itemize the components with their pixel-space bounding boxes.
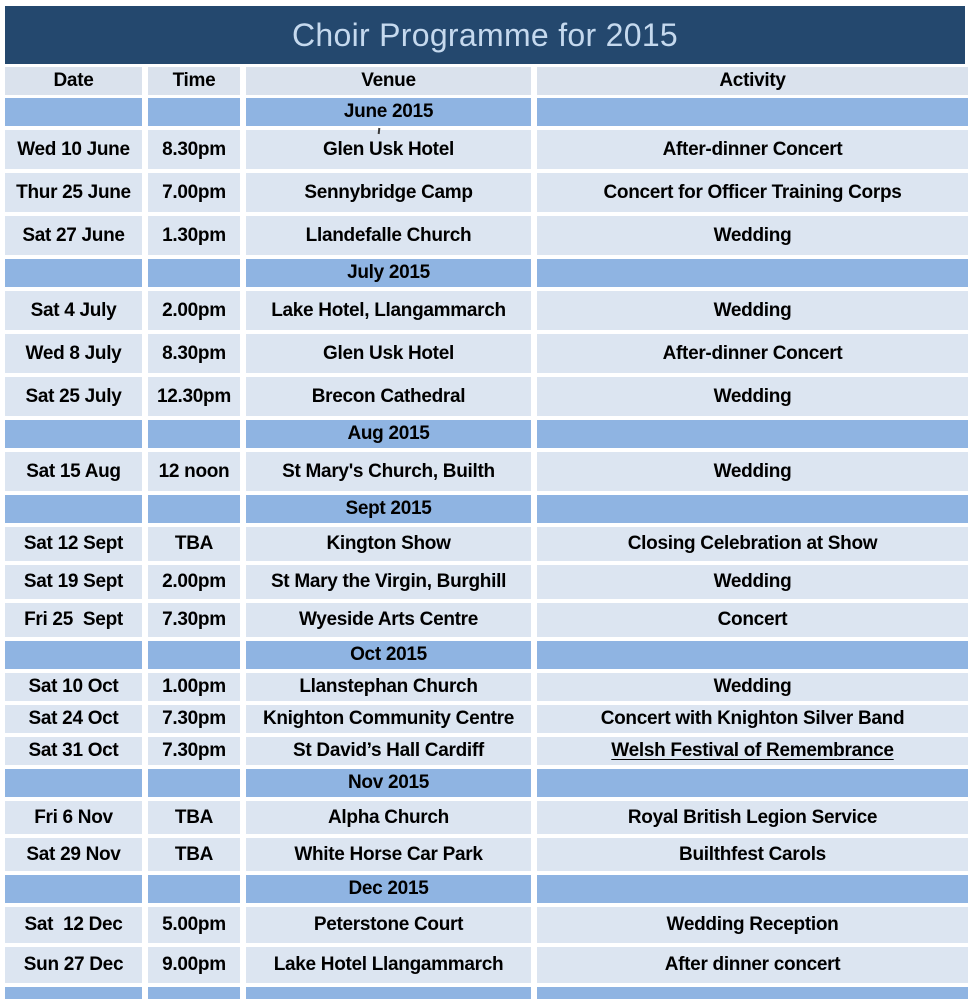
event-activity-text: After dinner concert bbox=[664, 954, 841, 975]
event-row bbox=[5, 452, 968, 491]
event-time-cell bbox=[148, 705, 240, 733]
event-date-cell bbox=[5, 173, 142, 212]
month-filler-cell bbox=[537, 495, 968, 523]
month-header-row bbox=[5, 641, 968, 669]
event-activity-cell bbox=[537, 452, 968, 491]
event-venue-text: Brecon Cathedral bbox=[311, 385, 466, 407]
month-filler-cell bbox=[5, 641, 142, 669]
event-activity-cell bbox=[537, 334, 968, 373]
event-venue-cell bbox=[246, 291, 531, 330]
event-row bbox=[5, 334, 968, 373]
month-header-row bbox=[5, 259, 968, 287]
event-row bbox=[5, 377, 968, 416]
event-row bbox=[5, 838, 968, 871]
event-venue-text: St Mary the Virgin, Burghill bbox=[270, 571, 507, 592]
event-date-cell bbox=[5, 527, 142, 561]
event-date-text: Wed 10 June bbox=[17, 138, 130, 160]
event-activity-cell bbox=[537, 377, 968, 416]
event-date-text: Sat 12 Sept bbox=[23, 533, 124, 554]
month-filler-cell bbox=[5, 420, 142, 448]
event-time-text: 12 noon bbox=[158, 460, 230, 482]
event-time-cell bbox=[148, 377, 240, 416]
event-date-cell bbox=[5, 377, 142, 416]
event-row bbox=[5, 291, 968, 330]
event-date-cell bbox=[5, 565, 142, 599]
event-date-text: Sat 10 Oct bbox=[28, 676, 119, 697]
partial-month-row bbox=[5, 987, 968, 999]
event-activity-cell bbox=[537, 291, 968, 330]
event-time-text: 8.30pm bbox=[162, 342, 226, 364]
month-header-row bbox=[5, 420, 968, 448]
event-activity-text: Concert bbox=[717, 609, 788, 630]
event-date-text: Sat 25 July bbox=[25, 385, 122, 407]
event-time-cell bbox=[148, 452, 240, 491]
month-label: July 2015 bbox=[246, 259, 531, 287]
month-header-row bbox=[5, 769, 968, 797]
event-date-cell bbox=[5, 130, 142, 169]
event-date-cell bbox=[5, 334, 142, 373]
page-title-bar bbox=[5, 6, 965, 64]
event-activity-text: Wedding bbox=[713, 224, 792, 246]
event-row bbox=[5, 130, 968, 169]
event-time-text: 2.00pm bbox=[162, 571, 226, 592]
month-filler-cell bbox=[148, 769, 240, 797]
month-filler-cell bbox=[5, 769, 142, 797]
month-label: Dec 2015 bbox=[246, 875, 531, 903]
event-date-text: Wed 8 July bbox=[25, 342, 122, 364]
event-time-text: TBA bbox=[174, 533, 214, 554]
event-time-text: TBA bbox=[174, 843, 214, 865]
event-date-cell bbox=[5, 291, 142, 330]
page-title: Choir Programme for 2015 bbox=[291, 16, 679, 53]
table-body bbox=[5, 98, 968, 983]
month-header-row bbox=[5, 875, 968, 903]
event-time-cell bbox=[148, 130, 240, 169]
event-time-text: 1.00pm bbox=[162, 676, 226, 697]
event-activity-cell bbox=[537, 947, 968, 983]
month-filler-cell bbox=[537, 875, 968, 903]
event-venue-text: Llanstephan Church bbox=[299, 676, 478, 697]
event-time-text: 12.30pm bbox=[157, 385, 231, 407]
event-venue-cell bbox=[246, 673, 531, 701]
event-date-cell bbox=[5, 603, 142, 637]
month-filler-cell bbox=[148, 259, 240, 287]
column-header-activity: Activity bbox=[537, 67, 968, 95]
event-activity-text: Wedding bbox=[713, 571, 792, 592]
month-filler-cell bbox=[5, 495, 142, 523]
event-time-text: 2.00pm bbox=[162, 299, 226, 321]
event-venue-cell bbox=[246, 565, 531, 599]
column-header-date: Date bbox=[5, 67, 142, 95]
event-time-cell bbox=[148, 947, 240, 983]
event-activity-text: Welsh Festival of Remembrance bbox=[611, 740, 894, 761]
event-time-cell bbox=[148, 565, 240, 599]
event-venue-cell bbox=[246, 737, 531, 765]
event-time-cell bbox=[148, 334, 240, 373]
event-date-text: Sat 15 Aug bbox=[26, 460, 121, 482]
event-activity-cell bbox=[537, 737, 968, 765]
event-time-cell bbox=[148, 291, 240, 330]
event-activity-text: Wedding Reception bbox=[666, 914, 839, 935]
event-activity-text: Wedding bbox=[713, 385, 792, 407]
event-date-text: Thur 25 June bbox=[16, 181, 131, 203]
event-date-cell bbox=[5, 838, 142, 871]
event-venue-text: Lake Hotel Llangammarch bbox=[273, 954, 504, 975]
event-date-cell bbox=[5, 947, 142, 983]
event-activity-cell bbox=[537, 801, 968, 834]
month-filler-cell bbox=[537, 259, 968, 287]
event-time-cell bbox=[148, 527, 240, 561]
event-date-text: Sat 12 Dec bbox=[24, 914, 123, 935]
event-date-text: Sat 24 Oct bbox=[28, 708, 119, 729]
month-label: June 2015 bbox=[246, 98, 531, 126]
event-activity-text: Royal British Legion Service bbox=[627, 806, 878, 828]
event-venue-cell bbox=[246, 452, 531, 491]
month-filler-cell bbox=[537, 420, 968, 448]
event-venue-cell bbox=[246, 838, 531, 871]
event-venue-text: Peterstone Court bbox=[313, 914, 464, 935]
partial-cell bbox=[5, 987, 142, 999]
event-venue-text: Glen Usk Hotel bbox=[323, 138, 454, 160]
event-activity-cell bbox=[537, 130, 968, 169]
event-time-cell bbox=[148, 673, 240, 701]
event-date-text: Sat 29 Nov bbox=[26, 843, 121, 865]
event-venue-cell bbox=[246, 907, 531, 943]
month-filler-cell bbox=[5, 259, 142, 287]
event-activity-cell bbox=[537, 838, 968, 871]
event-venue-cell bbox=[246, 527, 531, 561]
event-activity-text: Builthfest Carols bbox=[679, 843, 826, 865]
event-date-text: Sat 31 Oct bbox=[28, 740, 119, 761]
month-header-row bbox=[5, 98, 968, 126]
event-row bbox=[5, 907, 968, 943]
month-filler-cell bbox=[148, 420, 240, 448]
event-time-cell bbox=[148, 801, 240, 834]
event-row bbox=[5, 705, 968, 733]
month-label: Nov 2015 bbox=[246, 769, 531, 797]
column-header-venue: Venue bbox=[246, 67, 531, 95]
month-filler-cell bbox=[5, 98, 142, 126]
event-venue-cell bbox=[246, 801, 531, 834]
event-date-cell bbox=[5, 801, 142, 834]
month-filler-cell bbox=[148, 875, 240, 903]
event-activity-text: Concert with Knighton Silver Band bbox=[600, 708, 905, 729]
column-header-row bbox=[5, 67, 968, 95]
event-time-text: 7.00pm bbox=[162, 181, 226, 203]
event-time-text: 1.30pm bbox=[162, 224, 226, 246]
event-activity-cell bbox=[537, 527, 968, 561]
event-activity-text: After-dinner Concert bbox=[662, 138, 843, 160]
event-date-cell bbox=[5, 737, 142, 765]
event-activity-cell bbox=[537, 565, 968, 599]
event-activity-cell bbox=[537, 603, 968, 637]
event-venue-cell bbox=[246, 130, 531, 169]
event-venue-cell bbox=[246, 603, 531, 637]
partial-cell bbox=[148, 987, 240, 999]
event-venue-text: Wyeside Arts Centre bbox=[298, 609, 479, 630]
month-filler-cell bbox=[537, 98, 968, 126]
event-activity-text: Closing Celebration at Show bbox=[627, 533, 878, 554]
event-row bbox=[5, 737, 968, 765]
event-activity-text: Wedding bbox=[713, 460, 792, 482]
event-activity-cell bbox=[537, 907, 968, 943]
month-filler-cell bbox=[148, 98, 240, 126]
event-time-cell bbox=[148, 907, 240, 943]
event-venue-text: St Mary's Church, Builth bbox=[282, 460, 495, 482]
month-filler-cell bbox=[148, 641, 240, 669]
event-venue-cell bbox=[246, 173, 531, 212]
month-filler-cell bbox=[148, 495, 240, 523]
event-time-text: 9.00pm bbox=[162, 954, 226, 975]
event-date-cell bbox=[5, 705, 142, 733]
month-filler-cell bbox=[537, 769, 968, 797]
event-venue-text: Glen Usk Hotel bbox=[323, 342, 454, 364]
event-activity-cell bbox=[537, 673, 968, 701]
event-venue-cell bbox=[246, 377, 531, 416]
event-time-cell bbox=[148, 216, 240, 255]
month-header-row bbox=[5, 495, 968, 523]
column-header-time: Time bbox=[148, 67, 240, 95]
event-date-cell bbox=[5, 452, 142, 491]
month-label: Aug 2015 bbox=[246, 420, 531, 448]
event-time-cell bbox=[148, 838, 240, 871]
event-activity-cell bbox=[537, 216, 968, 255]
partial-cell bbox=[537, 987, 968, 999]
partial-cell bbox=[246, 987, 531, 999]
event-venue-cell bbox=[246, 334, 531, 373]
event-venue-text: Llandefalle Church bbox=[305, 224, 472, 246]
event-time-text: TBA bbox=[174, 806, 214, 828]
event-venue-text: Sennybridge Camp bbox=[304, 181, 473, 203]
event-date-text: Fri 25 Sept bbox=[24, 609, 123, 630]
event-row bbox=[5, 173, 968, 212]
month-filler-cell bbox=[5, 875, 142, 903]
event-date-text: Sat 4 July bbox=[30, 299, 117, 321]
event-date-cell bbox=[5, 907, 142, 943]
event-row bbox=[5, 947, 968, 983]
event-row bbox=[5, 527, 968, 561]
month-label: Oct 2015 bbox=[246, 641, 531, 669]
event-venue-cell bbox=[246, 947, 531, 983]
event-time-text: 7.30pm bbox=[162, 740, 226, 761]
event-date-text: Sat 19 Sept bbox=[23, 571, 124, 592]
event-time-cell bbox=[148, 737, 240, 765]
event-date-cell bbox=[5, 216, 142, 255]
event-venue-cell bbox=[246, 216, 531, 255]
event-venue-text: St David’s Hall Cardiff bbox=[293, 740, 484, 761]
event-time-cell bbox=[148, 603, 240, 637]
event-venue-text: Alpha Church bbox=[328, 806, 449, 828]
event-activity-text: Wedding bbox=[713, 299, 792, 321]
event-date-text: Fri 6 Nov bbox=[34, 806, 113, 828]
event-row bbox=[5, 565, 968, 599]
month-filler-cell bbox=[537, 641, 968, 669]
month-label: Sept 2015 bbox=[246, 495, 531, 523]
event-date-cell bbox=[5, 673, 142, 701]
event-row bbox=[5, 603, 968, 637]
event-time-text: 5.00pm bbox=[162, 914, 226, 935]
event-activity-text: Concert for Officer Training Corps bbox=[603, 181, 902, 203]
event-venue-cell bbox=[246, 705, 531, 733]
event-venue-text: Kington Show bbox=[326, 533, 451, 554]
event-activity-cell bbox=[537, 173, 968, 212]
event-venue-text: White Horse Car Park bbox=[294, 843, 483, 865]
event-venue-text: Lake Hotel, Llangammarch bbox=[271, 299, 506, 321]
event-activity-cell bbox=[537, 705, 968, 733]
event-date-text: Sat 27 June bbox=[22, 224, 125, 246]
event-row bbox=[5, 673, 968, 701]
event-activity-text: After-dinner Concert bbox=[662, 342, 843, 364]
event-time-cell bbox=[148, 173, 240, 212]
event-time-text: 8.30pm bbox=[162, 138, 226, 160]
event-row bbox=[5, 216, 968, 255]
event-venue-text: Knighton Community Centre bbox=[262, 708, 515, 729]
event-time-text: 7.30pm bbox=[162, 708, 226, 729]
event-time-text: 7.30pm bbox=[162, 609, 226, 630]
event-row bbox=[5, 801, 968, 834]
event-date-text: Sun 27 Dec bbox=[23, 954, 124, 975]
event-activity-text: Wedding bbox=[713, 676, 792, 697]
